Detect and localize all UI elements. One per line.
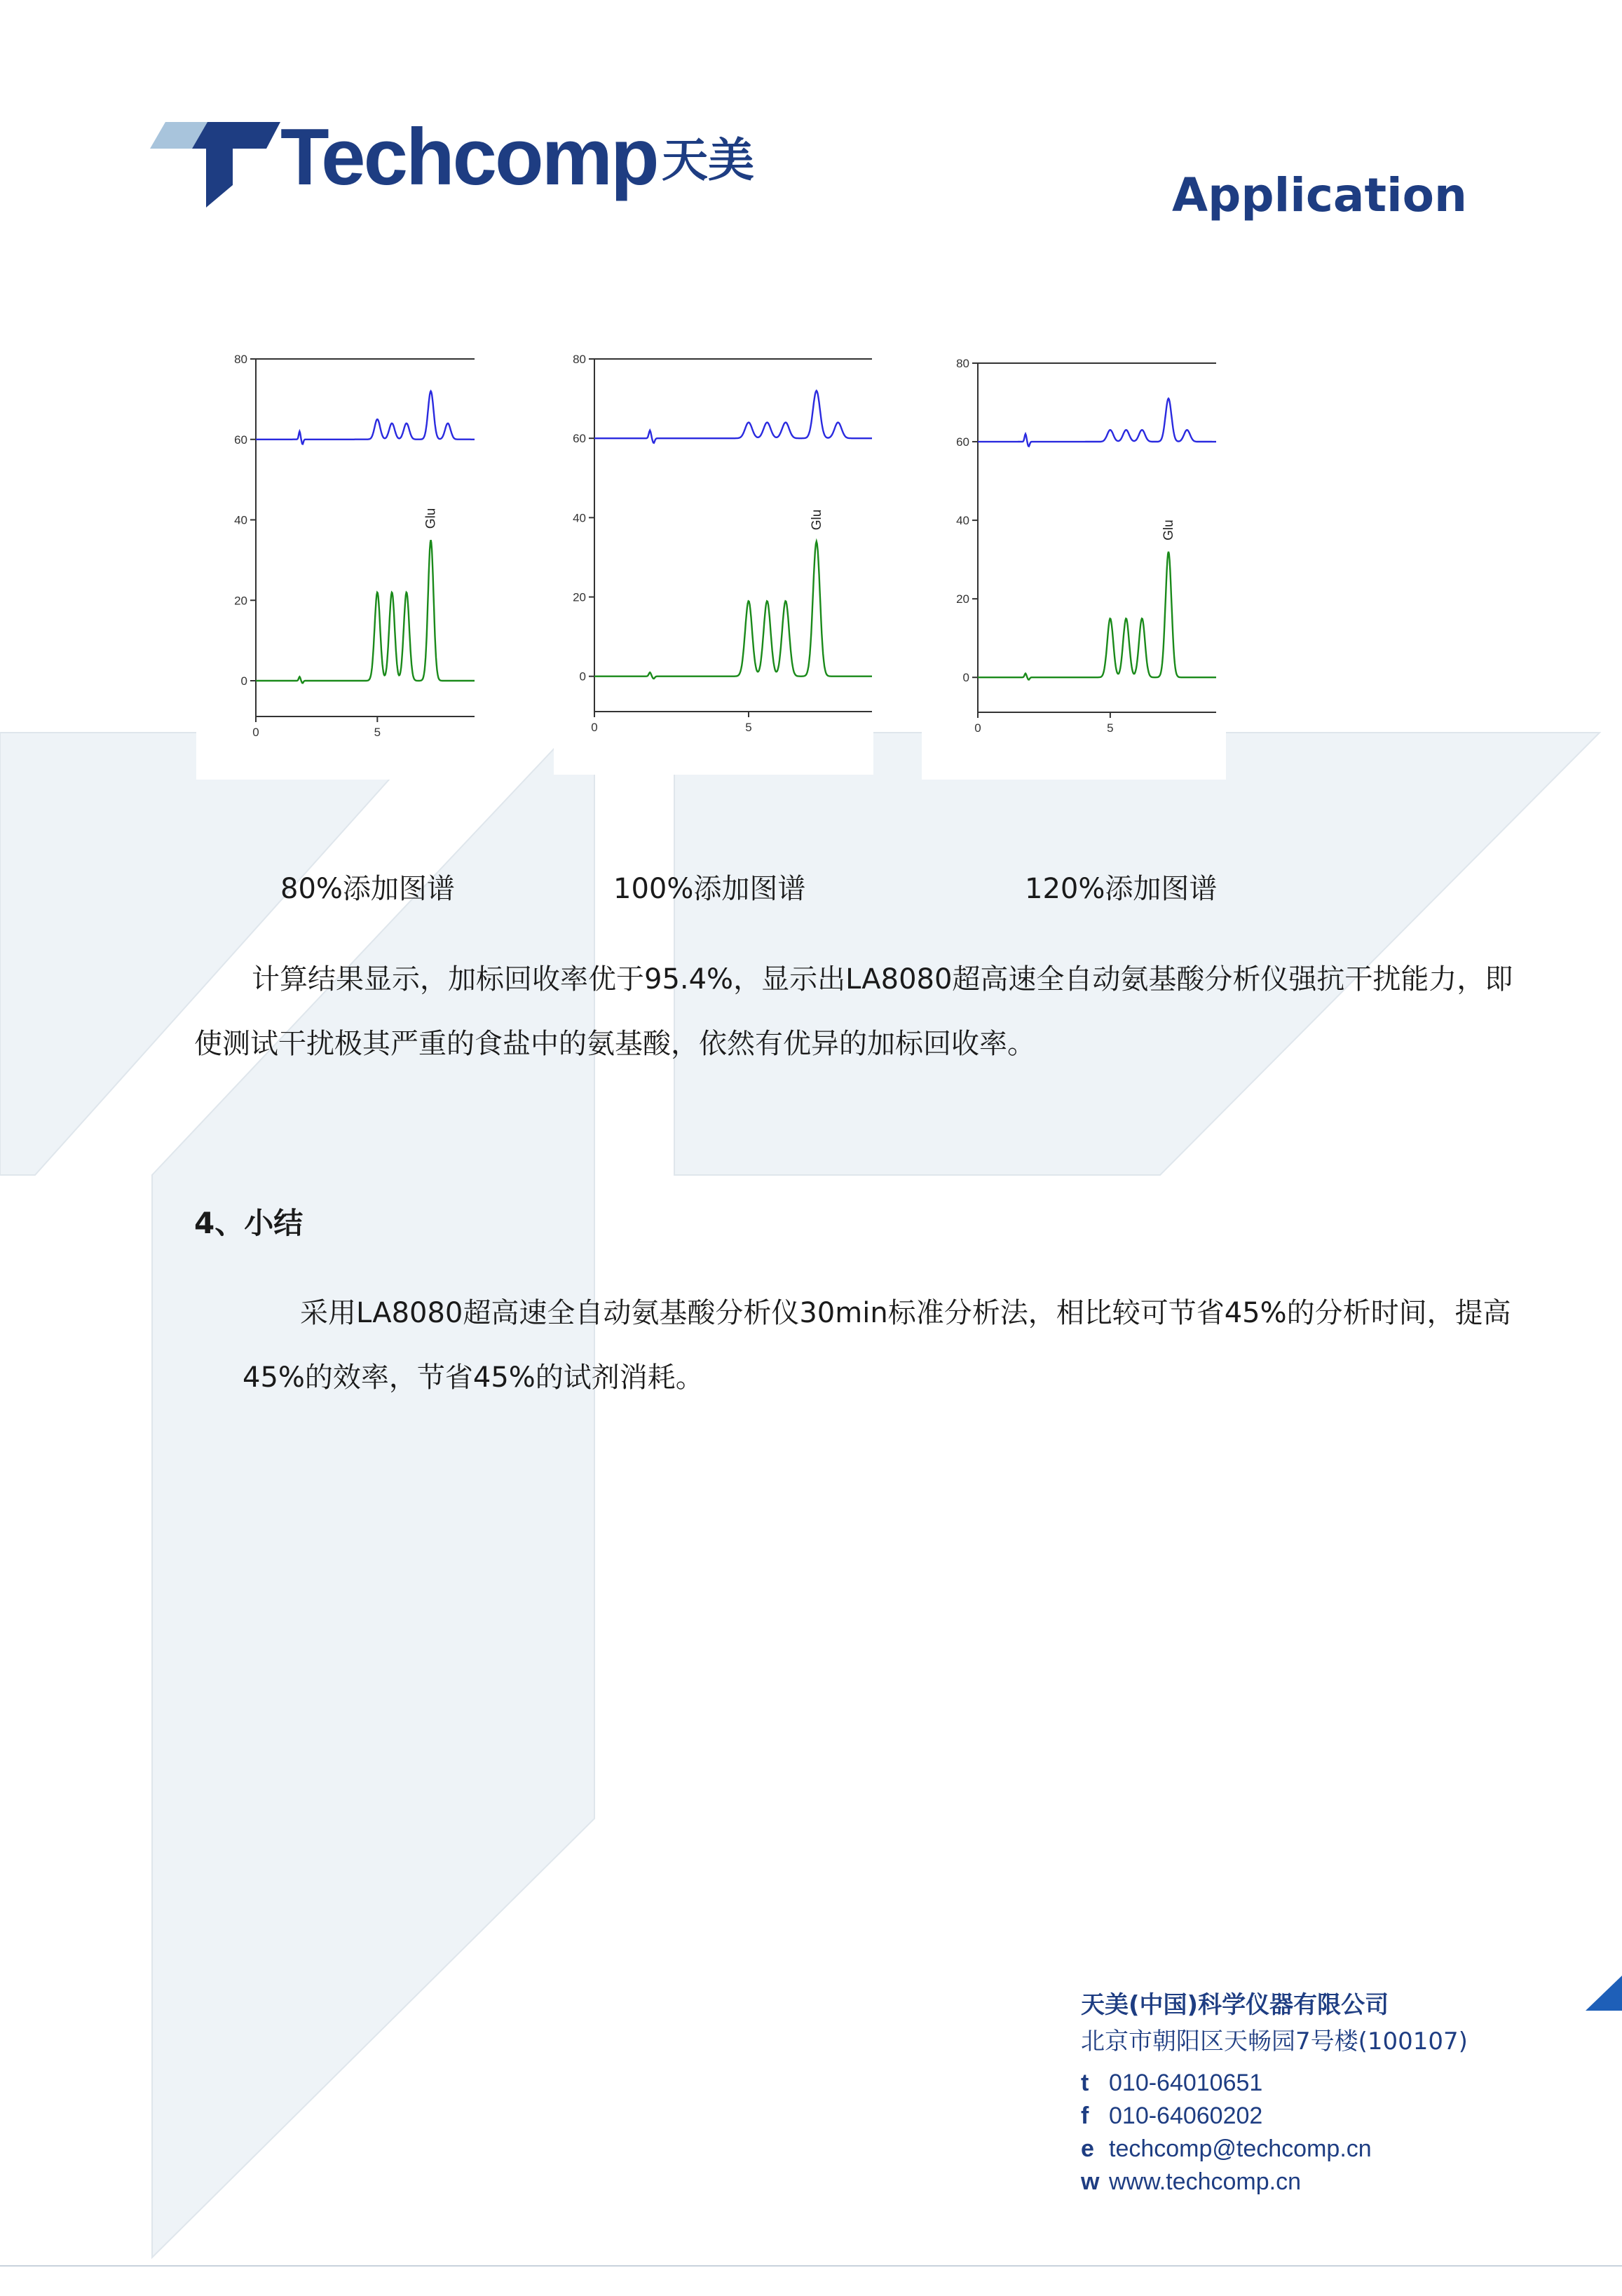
caption-80: 80%添加图谱 bbox=[280, 873, 455, 905]
y-tick-label: 60 bbox=[573, 432, 586, 446]
x-tick-label: 5 bbox=[374, 726, 381, 739]
trace-lower bbox=[978, 552, 1216, 680]
contact-phone bbox=[1081, 2070, 1262, 2097]
chromatogram-80 bbox=[196, 344, 484, 780]
contact-fax-key: f bbox=[1081, 2103, 1089, 2129]
logo-mark-dark bbox=[192, 122, 280, 208]
y-tick-label: 80 bbox=[234, 353, 247, 366]
y-tick-label: 80 bbox=[573, 353, 586, 366]
peak-label-glu: Glu bbox=[809, 509, 824, 531]
peak-label-glu: Glu bbox=[423, 508, 439, 529]
footer-company: 天美(中国)科学仪器有限公司 bbox=[1081, 1991, 1389, 2019]
peak-label-glu: Glu bbox=[1161, 519, 1176, 541]
y-tick-label: 0 bbox=[579, 670, 586, 684]
summary-paragraph: 采用LA8080超高速全自动氨基酸分析仪30min标准分析法，相比较可节省45%的分析时间，提高45%的效率，节省45%的试剂消耗。 bbox=[243, 1297, 1511, 1394]
y-tick-label: 80 bbox=[956, 357, 969, 370]
logo-mark bbox=[150, 121, 283, 209]
y-tick-label: 60 bbox=[956, 435, 969, 449]
x-tick-label: 5 bbox=[745, 721, 752, 734]
contact-website-key: w bbox=[1081, 2168, 1100, 2195]
y-tick-label: 20 bbox=[234, 594, 247, 608]
y-tick-label: 40 bbox=[956, 514, 969, 528]
y-tick-label: 40 bbox=[573, 511, 586, 525]
trace-lower bbox=[594, 541, 872, 679]
contact-phone-value: 010-64010651 bbox=[1109, 2070, 1263, 2096]
y-tick-label: 0 bbox=[240, 674, 247, 688]
trace-upper bbox=[256, 391, 475, 444]
application-label: Application bbox=[1172, 168, 1467, 222]
corner-accent bbox=[1586, 1976, 1622, 2011]
caption-100: 100%添加图谱 bbox=[613, 873, 806, 905]
x-tick-label: 5 bbox=[1107, 721, 1114, 735]
footer-address: 北京市朝阳区天畅园7号楼(100107) bbox=[1081, 2027, 1468, 2056]
contact-email-key: e bbox=[1081, 2135, 1094, 2162]
result-paragraph: 计算结果显示，加标回收率优于95.4%，显示出LA8080超高速全自动氨基酸分析仪强抗干扰能力，即使测试干扰极其严重的食盐中的氨基酸，依然有优异的加标回收率。 bbox=[194, 963, 1513, 1060]
logo-text: Techcomp bbox=[280, 113, 657, 202]
trace-upper bbox=[978, 398, 1216, 446]
chromatogram-100 bbox=[554, 344, 873, 775]
x-tick-label: 0 bbox=[252, 726, 259, 739]
contact-email-value[interactable]: techcomp@techcomp.cn bbox=[1109, 2135, 1372, 2162]
contact-website[interactable] bbox=[1081, 2168, 1301, 2196]
caption-120: 120%添加图谱 bbox=[1025, 873, 1218, 905]
trace-lower bbox=[256, 540, 475, 683]
section-heading: 4、小结 bbox=[194, 1206, 304, 1240]
contact-fax-value: 010-64060202 bbox=[1109, 2103, 1263, 2129]
y-tick-label: 20 bbox=[956, 592, 969, 606]
y-tick-label: 0 bbox=[962, 671, 969, 685]
chromatogram-120 bbox=[922, 344, 1226, 780]
contact-phone-key: t bbox=[1081, 2070, 1089, 2096]
y-tick-label: 40 bbox=[234, 513, 247, 527]
x-tick-label: 0 bbox=[974, 721, 981, 735]
logo-chinese: 天美 bbox=[662, 133, 754, 187]
y-tick-label: 60 bbox=[234, 433, 247, 447]
contact-fax bbox=[1081, 2103, 1262, 2130]
trace-upper bbox=[594, 390, 872, 443]
x-tick-label: 0 bbox=[591, 721, 598, 734]
contact-website-value[interactable]: www.techcomp.cn bbox=[1109, 2168, 1301, 2195]
y-tick-label: 20 bbox=[573, 590, 586, 604]
contact-email[interactable] bbox=[1081, 2135, 1372, 2163]
